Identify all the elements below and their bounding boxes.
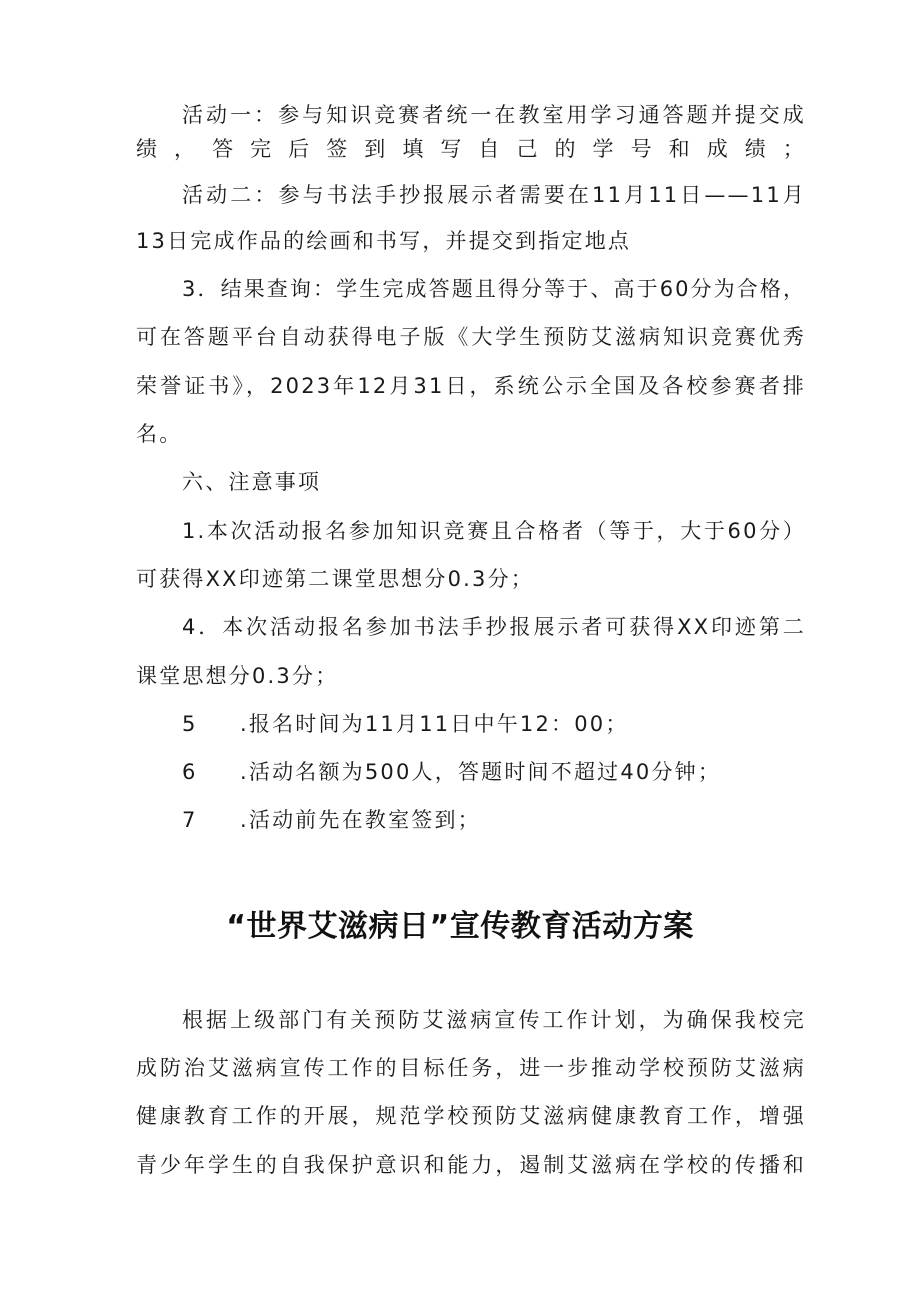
text-line: 3．结果查询：学生完成答题且得分等于、高于60分为合格， xyxy=(182,277,806,301)
text-line: 成防治艾滋病宣传工作的目标任务，进一步推动学校预防艾滋病 xyxy=(136,1056,806,1080)
list-item-text: .活动前先在教室签到； xyxy=(240,808,481,832)
document-title: “世界艾滋病日”宣传教育活动方案 xyxy=(226,909,694,944)
text-line: 13日完成作品的绘画和书写，并提交到指定地点 xyxy=(136,229,632,253)
text-line: 课堂思想分0.3分； xyxy=(136,664,339,688)
text-line: 名。 xyxy=(136,422,183,446)
text-line: 活动一：参与知识竞赛者统一在教室用学习通答题并提交成 xyxy=(182,103,806,127)
list-item-number: 7 xyxy=(182,808,198,832)
text-line: 绩，答完后签到填写自己的学号和成绩； xyxy=(136,137,806,161)
text-line: 根据上级部门有关预防艾滋病宣传工作计划，为确保我校完 xyxy=(182,1008,806,1032)
list-item xyxy=(182,757,721,787)
list-item-number: 5 xyxy=(182,712,198,736)
text-line: 健康教育工作的开展，规范学校预防艾滋病健康教育工作，增强 xyxy=(136,1104,806,1128)
list-item xyxy=(182,805,481,835)
list-item-text: .活动名额为500人，答题时间不超过40分钟； xyxy=(240,760,722,784)
text-line: 4．本次活动报名参加书法手抄报展示者可获得XX印迹第二 xyxy=(182,615,806,639)
list-item-text: .报名时间为11月11日中午12：00； xyxy=(240,712,629,736)
text-line: 可在答题平台自动获得电子版《大学生预防艾滋病知识竞赛优秀 xyxy=(136,325,806,349)
text-line: 活动二：参与书法手抄报展示者需要在11月11日——11月 xyxy=(182,183,806,207)
text-line: 荣誉证书》，2023年12月31日，系统公示全国及各校参赛者排 xyxy=(136,374,806,398)
section-heading: 六、注意事项 xyxy=(182,470,322,494)
list-item-number: 6 xyxy=(182,760,198,784)
list-item xyxy=(182,709,629,739)
text-line: 青少年学生的自我保护意识和能力，遏制艾滋病在学校的传播和 xyxy=(136,1153,806,1177)
text-line: 1.本次活动报名参加知识竞赛且合格者（等于，大于60分） xyxy=(182,519,806,543)
text-line: 可获得XX印迹第二课堂思想分0.3分； xyxy=(136,567,534,591)
